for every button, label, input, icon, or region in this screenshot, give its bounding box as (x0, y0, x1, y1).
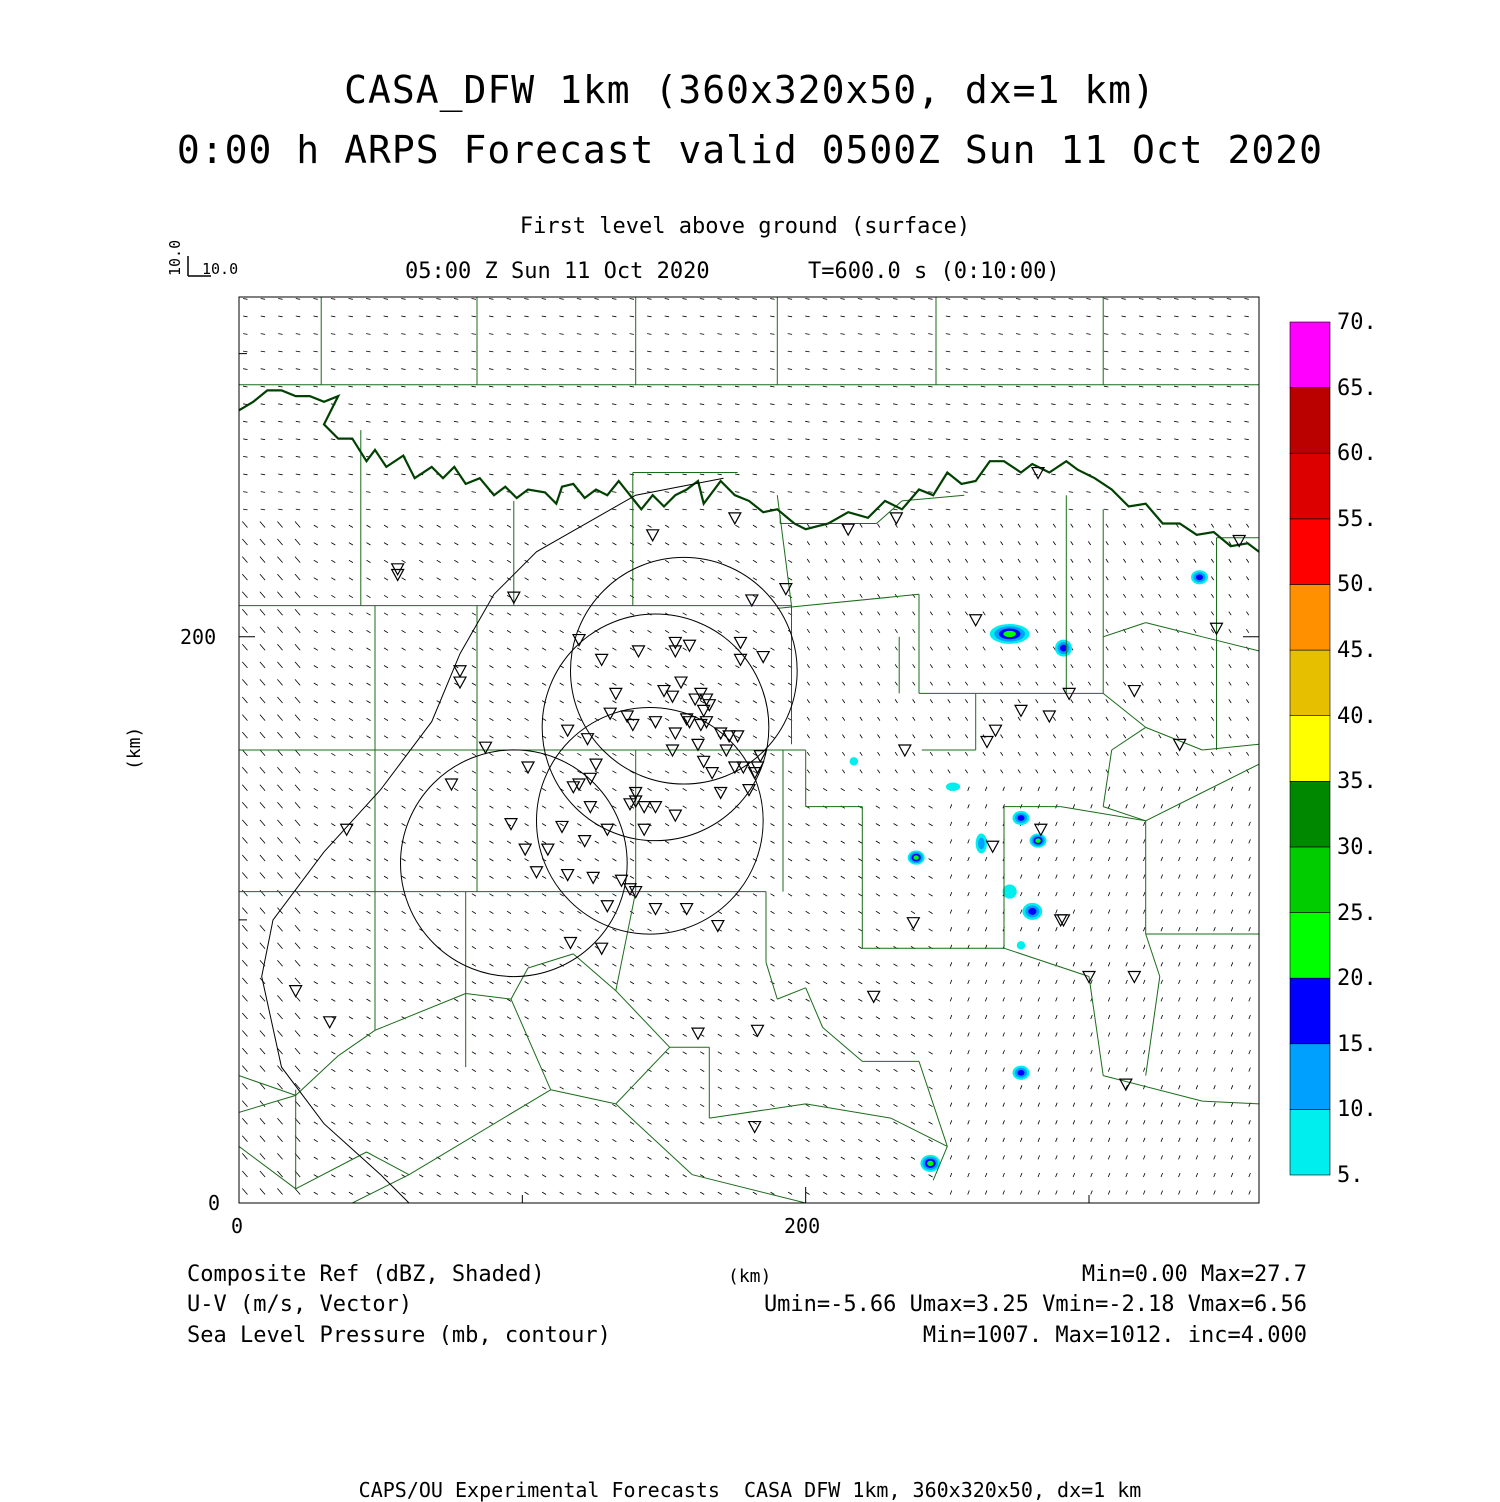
axis-ticks (239, 354, 1259, 1203)
station-marker-86 (712, 921, 724, 932)
county-line-52 (777, 988, 805, 999)
station-marker-82 (565, 938, 577, 949)
colorbar-swatch-11 (1290, 388, 1330, 454)
station-marker-58 (650, 802, 662, 813)
station-marker-47 (692, 739, 704, 750)
station-marker-57 (698, 756, 710, 767)
station-marker-14 (757, 652, 769, 663)
colorbar (1290, 322, 1330, 1175)
colorbar-label-4: 25. (1337, 900, 1377, 926)
station-marker-81 (596, 943, 608, 954)
wind-vectors (242, 299, 1250, 1195)
colorbar-swatch-4 (1290, 847, 1330, 913)
county-line-64 (511, 968, 528, 999)
station-marker-13 (735, 637, 747, 648)
county-line-81 (1089, 977, 1103, 1076)
station-marker-92 (868, 991, 880, 1002)
station-marker-3 (647, 530, 659, 541)
colorbar-swatch-0 (1290, 1109, 1330, 1175)
station-marker-61 (638, 824, 650, 835)
reference-vector-icon (188, 256, 211, 276)
county-line-24 (777, 594, 919, 608)
county-line-85 (1146, 793, 1203, 821)
county-line-91 (1146, 977, 1160, 1076)
station-marker-66 (542, 844, 554, 855)
colorbar-label-2: 15. (1337, 1031, 1377, 1057)
county-line-75 (616, 1104, 693, 1175)
station-marker-15 (735, 654, 747, 665)
county-line-96 (1103, 693, 1146, 727)
station-marker-42 (584, 773, 596, 784)
county-line-76 (692, 1175, 805, 1203)
station-marker-67 (531, 867, 543, 878)
station-marker-94 (899, 745, 911, 756)
echo-cell-3 (1013, 811, 1030, 825)
station-marker-75 (454, 666, 466, 677)
county-line-92 (1103, 623, 1146, 637)
county-line-59 (616, 991, 670, 1048)
x-axis-label: (km) (728, 1266, 772, 1287)
county-line-105 (239, 1146, 296, 1188)
county-line-51 (766, 962, 777, 999)
station-marker-65 (519, 844, 531, 855)
county-line-65 (466, 994, 511, 1000)
y-tick-label-200: 200 (180, 625, 217, 649)
station-marker-4 (729, 513, 741, 524)
county-line-83 (1202, 1101, 1259, 1104)
wind-vector-field (242, 299, 1250, 1195)
colorbar-label-13: 70. (1337, 310, 1377, 335)
sea-level-pressure-contours (262, 478, 797, 1203)
station-marker-8 (596, 654, 608, 665)
station-marker-9 (633, 646, 645, 657)
colorbar-label-6: 35. (1337, 769, 1377, 795)
echo-cell-5 (908, 851, 925, 865)
station-marker-6 (746, 595, 758, 606)
echo-cell-2 (1191, 570, 1208, 584)
map-subtitle-level: First level above ground (surface) (519, 214, 971, 239)
slp-contour-circle-3 (400, 750, 627, 977)
echo-cell-7 (1022, 903, 1042, 920)
county-line-107 (367, 1152, 410, 1175)
station-marker-83 (624, 884, 636, 895)
observation-stations (290, 468, 1246, 1133)
x-tick-label-0: 0 (231, 1214, 244, 1238)
county-line-90 (1146, 934, 1160, 977)
colorbar-swatch-3 (1290, 913, 1330, 979)
x-tick-label-200: 200 (784, 1214, 821, 1238)
county-line-67 (338, 1030, 375, 1056)
map-subtitle-timestep: T=600.0 s (0:10:00) (808, 259, 1060, 284)
station-marker-19 (675, 677, 687, 688)
county-line-56 (919, 1061, 947, 1146)
station-marker-110 (890, 513, 902, 524)
county-boundaries (239, 297, 1259, 1203)
station-marker-105 (1128, 972, 1140, 983)
red-river-boundary (239, 390, 1259, 551)
county-line-74 (352, 1175, 409, 1203)
map-subtitle-time: 05:00 Z Sun 11 Oct 2020 (405, 259, 710, 284)
station-marker-59 (669, 810, 681, 821)
colorbar-swatch-7 (1290, 650, 1330, 716)
station-marker-95 (970, 615, 982, 626)
county-line-95 (1202, 744, 1259, 750)
county-line-54 (823, 1028, 863, 1062)
station-marker-84 (650, 904, 662, 915)
station-marker-89 (692, 1028, 704, 1039)
footer-right-3: Min=1007. Max=1012. inc=4.000 (922, 1323, 1307, 1348)
station-marker-36 (562, 725, 574, 736)
station-marker-87 (290, 986, 302, 997)
footer-right-1: Min=0.00 Max=27.7 (1081, 1262, 1307, 1287)
county-line-84 (1061, 807, 1146, 821)
county-line-73 (409, 1090, 551, 1175)
station-marker-99 (990, 725, 1002, 736)
station-marker-16 (610, 688, 622, 699)
footer-right-2: Umin=-5.66 Umax=3.25 Vmin=-2.18 Vmax=6.56 (763, 1292, 1307, 1317)
station-marker-29 (669, 728, 681, 739)
station-marker-77 (562, 870, 574, 881)
colorbar-swatch-2 (1290, 978, 1330, 1044)
county-line-99 (1103, 750, 1112, 807)
colorbar-label-7: 40. (1337, 703, 1377, 729)
station-marker-73 (480, 742, 492, 753)
station-marker-27 (627, 720, 639, 731)
colorbar-swatch-10 (1290, 453, 1330, 519)
county-line-82 (1103, 1076, 1202, 1102)
station-marker-50 (729, 762, 741, 773)
credit-line: CAPS/OU Experimental Forecasts CASA DFW 1km, 360x320x50, dx=1 km (358, 1478, 1142, 1502)
colorbar-label-12: 65. (1337, 375, 1377, 401)
colorbar-swatch-12 (1290, 322, 1330, 388)
colorbar-label-0: 5. (1337, 1163, 1364, 1188)
county-line-71 (551, 1090, 616, 1104)
county-line-108 (239, 1076, 296, 1096)
county-line-62 (573, 954, 616, 991)
station-marker-74 (454, 677, 466, 688)
station-marker-48 (706, 768, 718, 779)
echo-cell-0 (990, 624, 1030, 644)
station-marker-63 (584, 802, 596, 813)
colorbar-label-3: 20. (1337, 966, 1377, 992)
county-line-72 (616, 1047, 670, 1104)
echo-cell-13 (1017, 941, 1026, 949)
station-marker-100 (987, 841, 999, 852)
station-marker-85 (681, 904, 693, 915)
station-marker-10 (669, 637, 681, 648)
reference-vector-x-label: 10.0 (202, 260, 239, 278)
echo-cell-11 (1013, 1066, 1030, 1080)
station-marker-64 (579, 836, 591, 847)
footer-left-3: Sea Level Pressure (mb, contour) (187, 1323, 611, 1348)
station-marker-39 (573, 779, 585, 790)
colorbar-label-8: 45. (1337, 638, 1377, 664)
colorbar-label-1: 10. (1337, 1097, 1377, 1123)
station-marker-43 (638, 802, 650, 813)
y-tick-label-0: 0 (208, 1191, 221, 1215)
station-marker-98 (981, 737, 993, 748)
station-marker-68 (505, 819, 517, 830)
county-line-53 (806, 988, 823, 1028)
colorbar-label-5: 30. (1337, 834, 1377, 860)
station-marker-55 (743, 785, 755, 796)
footer-left-2: U-V (m/s, Vector) (187, 1292, 413, 1317)
county-line-86 (1202, 764, 1259, 792)
county-line-87 (1103, 807, 1146, 821)
colorbar-label-11: 60. (1337, 441, 1377, 467)
colorbar-label-9: 50. (1337, 572, 1377, 598)
county-line-70 (511, 999, 551, 1090)
echo-cell-10 (850, 757, 859, 765)
colorbar-swatch-5 (1290, 781, 1330, 847)
station-marker-97 (1043, 711, 1055, 722)
station-marker-96 (1015, 705, 1027, 716)
colorbar-swatch-8 (1290, 584, 1330, 650)
station-marker-93 (907, 918, 919, 929)
colorbar-swatch-9 (1290, 519, 1330, 585)
station-marker-37 (604, 708, 616, 719)
county-line-68 (296, 1056, 339, 1096)
station-marker-56 (715, 787, 727, 798)
echo-cell-1 (1055, 640, 1072, 657)
station-marker-80 (601, 901, 613, 912)
station-marker-72 (522, 762, 534, 773)
y-axis-label: (km) (124, 726, 145, 770)
station-marker-18 (667, 691, 679, 702)
county-line-63 (528, 954, 573, 968)
station-marker-26 (650, 717, 662, 728)
station-marker-71 (556, 821, 568, 832)
echo-cell-9 (946, 783, 960, 791)
county-line-78 (806, 1104, 891, 1118)
footer-left-1: Composite Ref (dBZ, Shaded) (187, 1262, 545, 1287)
red-river-line (239, 390, 1259, 551)
county-line-106 (296, 1152, 367, 1189)
reference-vector-y-label: 10.0 (166, 239, 184, 276)
station-marker-32 (732, 731, 744, 742)
colorbar-label-10: 55. (1337, 506, 1377, 532)
station-marker-113 (1128, 686, 1140, 697)
reflectivity-echoes (850, 570, 1208, 1172)
county-line-97 (1146, 727, 1203, 750)
station-marker-70 (341, 824, 353, 835)
station-marker-38 (582, 734, 594, 745)
colorbar-swatch-6 (1290, 716, 1330, 782)
map-title-line2: 0:00 h ARPS Forecast valid 0500Z Sun 11 Oct 2020 (176, 128, 1324, 172)
county-line-69 (239, 1095, 296, 1112)
county-line-80 (1004, 948, 1089, 976)
colorbar-swatch-1 (1290, 1044, 1330, 1110)
county-line-77 (709, 1104, 805, 1118)
county-line-98 (1112, 727, 1146, 750)
county-line-66 (375, 994, 466, 1031)
map-title-line1: CASA_DFW 1km (360x320x50, dx=1 km) (344, 68, 1156, 112)
echo-cell-6 (976, 834, 987, 854)
station-marker-41 (590, 759, 602, 770)
echo-cell-4 (1030, 834, 1047, 848)
echo-cell-8 (1003, 884, 1017, 898)
station-marker-69 (446, 779, 458, 790)
